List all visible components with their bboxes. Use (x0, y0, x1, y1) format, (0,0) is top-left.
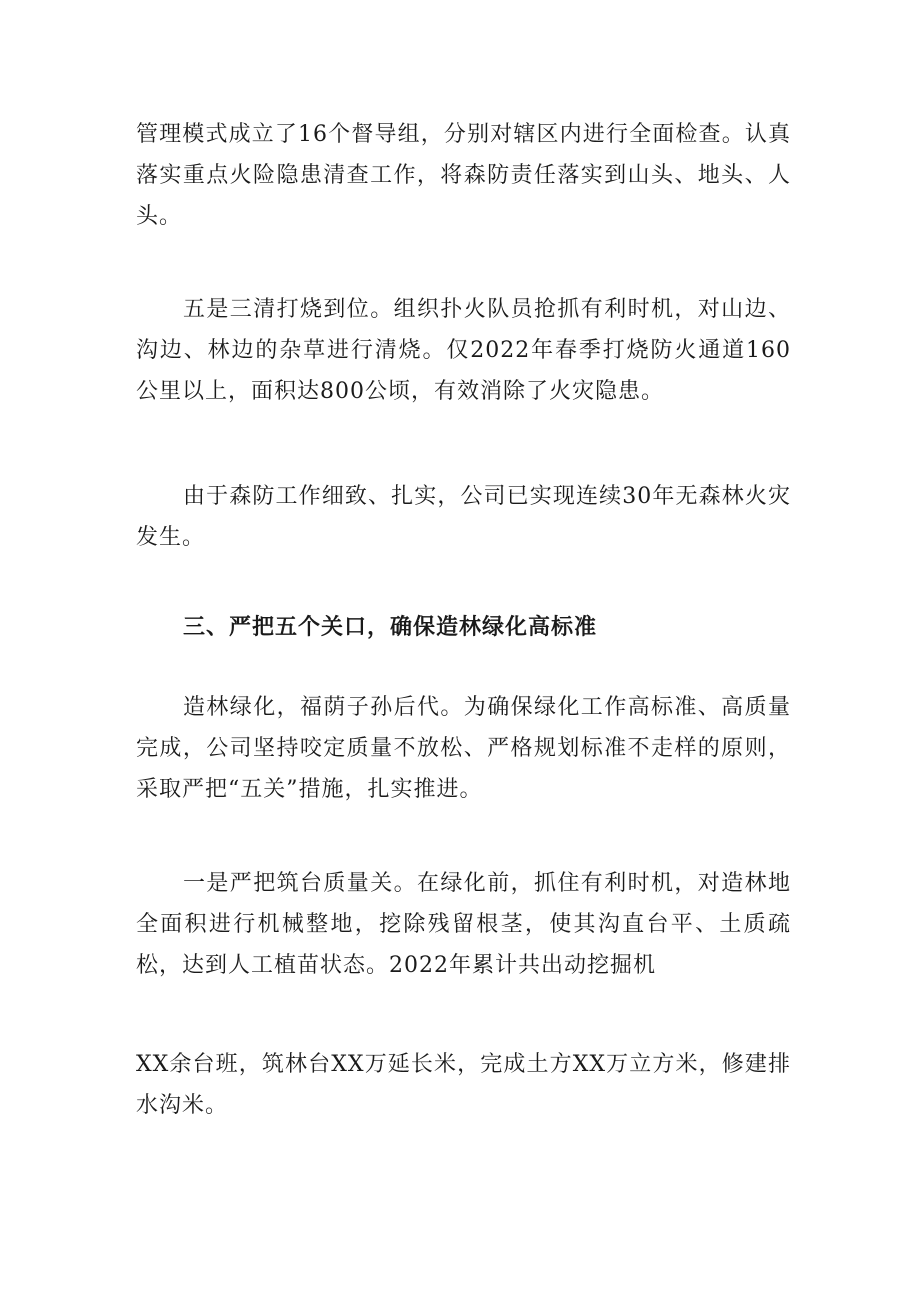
paragraph-inspection-continued: 管理模式成立了16个督导组，分别对辖区内进行全面检查。认真落实重点火险隐患清查工作，将森防责任落实到山头、地头、人头。 (136, 122, 791, 229)
paragraph-terrace-quality: 一是严把筑台质量关。在绿化前，抓住有利时机，对造林地全面积进行机械整地，挖除残留根茎，使其沟直台平、土质疏松，达到人工植苗状态。2022年累计共出动挖掘机 (136, 871, 791, 978)
section-heading: 三、严把五个关口，确保造林绿化高标准 (183, 614, 598, 640)
paragraph-afforestation-intro: 造林绿化，福荫子孙后代。为确保绿化工作高标准、高质量完成，公司坚持咬定质量不放松、严格规划标准不走样的原则，采取严把“五关”措施，扎实推进。 (136, 695, 791, 802)
paragraph-no-forest-fire: 由于森防工作细致、扎实，公司已实现连续30年无森林火灾发生。 (136, 484, 791, 550)
paragraph-terrace-statistics: XX余台班，筑林台XX万延长米，完成土方XX万立方米，修建排水沟米。 (136, 1052, 791, 1118)
paragraph-burning-clearance: 五是三清打烧到位。组织扑火队员抢抓有利时机，对山边、沟边、林边的杂草进行清烧。仅2022年春季打烧防火通道160公里以上，面积达800公顷，有效消除了火灾隐患。 (136, 297, 791, 404)
